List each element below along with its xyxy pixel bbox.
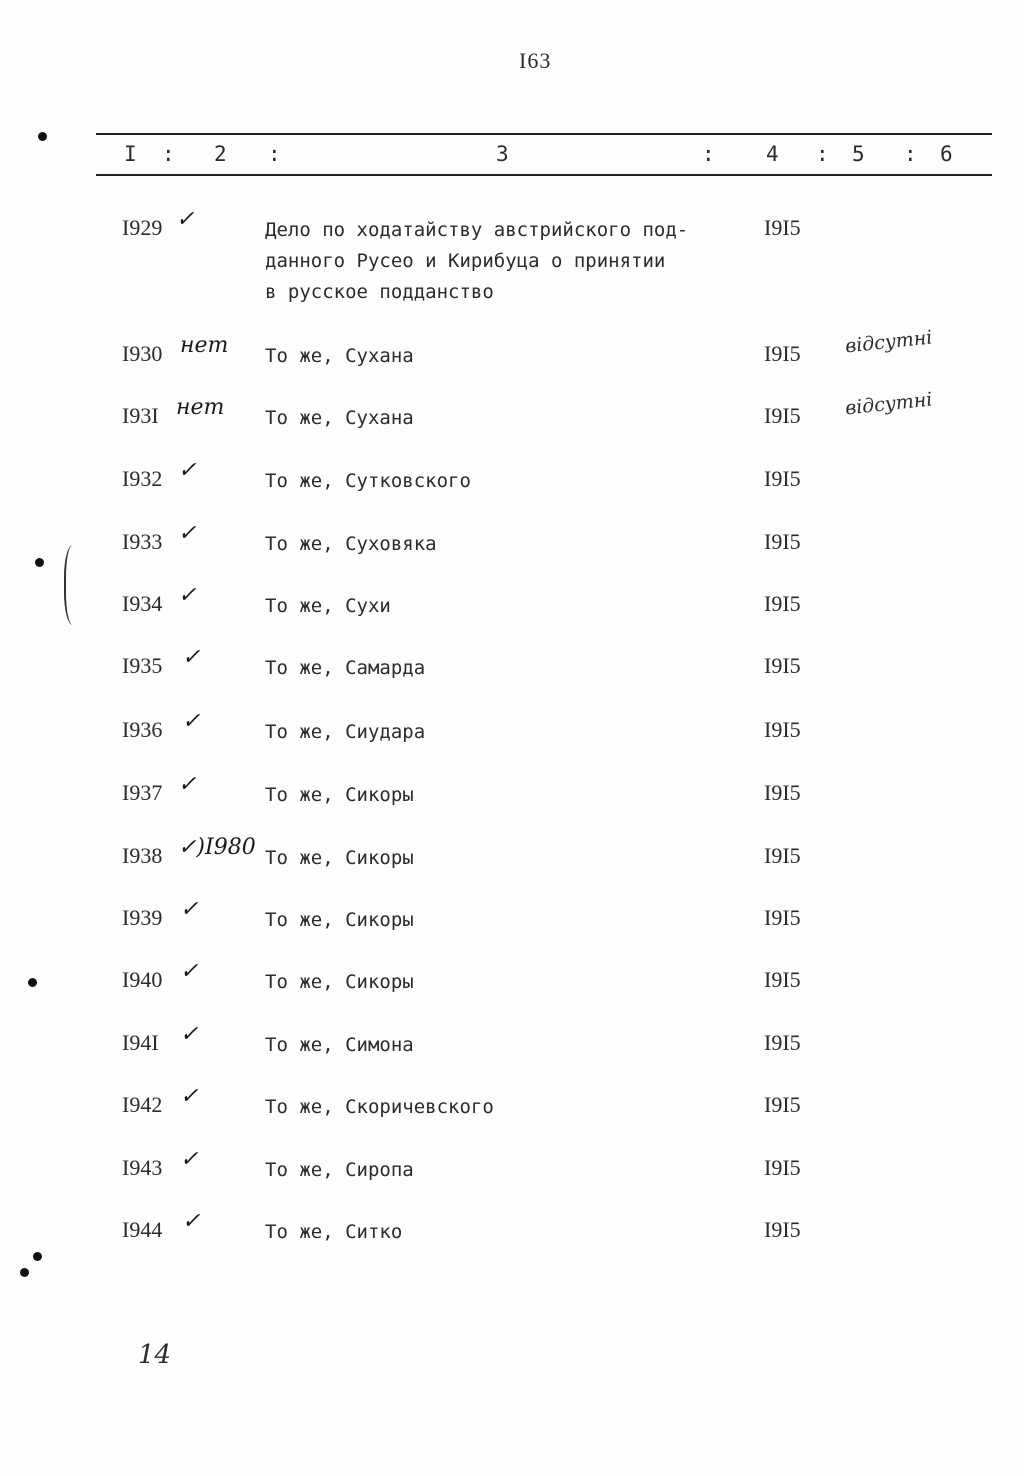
case-year: I9I5 bbox=[764, 591, 801, 616]
header-col-4: 4 bbox=[766, 142, 779, 166]
case-title: То же, Сухана bbox=[265, 345, 414, 367]
case-title: То же, Симона bbox=[265, 1034, 414, 1056]
case-number: I932 bbox=[122, 466, 163, 491]
case-number: I930 bbox=[122, 341, 163, 366]
margin-pencil-stroke bbox=[64, 545, 86, 625]
handwritten-note: відсутні bbox=[844, 388, 934, 420]
table-row bbox=[0, 583, 1024, 631]
case-number: I942 bbox=[122, 1092, 163, 1117]
case-year: I9I5 bbox=[764, 905, 801, 930]
header-col-5: 5 bbox=[852, 142, 865, 166]
table-row bbox=[0, 207, 1024, 303]
table-row bbox=[0, 326, 1024, 381]
table-row bbox=[0, 1022, 1024, 1070]
handwritten-folio-mark: 14 bbox=[138, 1340, 172, 1370]
case-title: То же, Сухи bbox=[265, 595, 391, 617]
check-mark-icon: ✓ bbox=[180, 897, 199, 922]
table-row bbox=[0, 458, 1024, 506]
check-mark-icon: ✓ bbox=[180, 959, 199, 984]
case-number: I934 bbox=[122, 591, 163, 616]
table-row bbox=[0, 1147, 1024, 1195]
table-row bbox=[0, 1084, 1024, 1132]
case-number: I939 bbox=[122, 905, 163, 930]
punch-hole-icon bbox=[35, 558, 44, 567]
case-year: I9I5 bbox=[764, 1092, 801, 1117]
case-year: I9I5 bbox=[764, 653, 801, 678]
check-mark-icon: ✓ bbox=[178, 458, 197, 483]
case-year: I9I5 bbox=[764, 1030, 801, 1055]
case-title: То же, Сикоры bbox=[265, 784, 414, 806]
table-row bbox=[0, 959, 1024, 1007]
case-number: I937 bbox=[122, 780, 163, 805]
case-number: I933 bbox=[122, 529, 163, 554]
case-year: I9I5 bbox=[764, 341, 801, 366]
case-title: То же, Самарда bbox=[265, 657, 426, 679]
case-year: I9I5 bbox=[764, 529, 801, 554]
header-separator: : bbox=[904, 142, 917, 166]
check-mark-icon: ✓ bbox=[178, 521, 197, 546]
punch-hole-icon bbox=[28, 978, 37, 987]
table-row bbox=[0, 645, 1024, 693]
header-separator: : bbox=[702, 142, 715, 166]
case-title: То же, Сутковского bbox=[265, 470, 471, 492]
case-year: I9I5 bbox=[764, 1155, 801, 1180]
case-year: I9I5 bbox=[764, 780, 801, 805]
punch-hole-icon bbox=[20, 1268, 29, 1277]
table-row bbox=[0, 897, 1024, 945]
check-mark-icon: ✓ bbox=[178, 772, 197, 797]
check-mark-icon: ✓ bbox=[182, 709, 201, 734]
absent-mark: нет bbox=[176, 395, 225, 420]
header-separator: : bbox=[268, 142, 281, 166]
header-separator: : bbox=[816, 142, 829, 166]
header-rule-top bbox=[96, 133, 992, 135]
case-title: То же, Сухана bbox=[265, 407, 414, 429]
handwritten-note: відсутні bbox=[844, 326, 934, 358]
case-number: I944 bbox=[122, 1217, 163, 1242]
case-year: I9I5 bbox=[764, 967, 801, 992]
case-number: I943 bbox=[122, 1155, 163, 1180]
case-title: То же, Суховяка bbox=[265, 533, 437, 555]
case-number: I935 bbox=[122, 653, 163, 678]
check-mark-icon: ✓ bbox=[180, 1022, 199, 1047]
table-row bbox=[0, 709, 1024, 757]
case-year: I9I5 bbox=[764, 717, 801, 742]
header-col-2: 2 bbox=[214, 142, 227, 166]
header-rule-bottom bbox=[96, 174, 992, 176]
check-mark-icon: ✓ bbox=[176, 207, 195, 232]
case-number: I93I bbox=[122, 403, 159, 428]
case-year: I9I5 bbox=[764, 843, 801, 868]
case-title: Дело по ходатайству австрийского под- данного Русео и Кирибуца о принятии в русское подданство bbox=[265, 219, 689, 303]
case-title: То же, Сикоры bbox=[265, 971, 414, 993]
absent-mark: нет bbox=[180, 333, 229, 358]
check-mark-icon: ✓ bbox=[182, 645, 201, 670]
case-number: I940 bbox=[122, 967, 163, 992]
case-title: То же, Сиропа bbox=[265, 1159, 414, 1181]
case-number: I929 bbox=[122, 215, 163, 240]
case-number: I936 bbox=[122, 717, 163, 742]
case-year: I9I5 bbox=[764, 1217, 801, 1242]
table-row bbox=[0, 521, 1024, 569]
header-col-6: 6 bbox=[940, 142, 953, 166]
check-mark-icon: ✓ bbox=[180, 1147, 199, 1172]
header-separator: : bbox=[162, 142, 175, 166]
table-row bbox=[0, 388, 1024, 443]
case-title: То же, Сиудара bbox=[265, 721, 426, 743]
check-mark-icon: ✓ bbox=[180, 1084, 199, 1109]
case-number: I94I bbox=[122, 1030, 159, 1055]
table-row bbox=[0, 772, 1024, 820]
case-year: I9I5 bbox=[764, 215, 801, 240]
case-year: I9I5 bbox=[764, 403, 801, 428]
punch-hole-icon bbox=[38, 132, 47, 141]
case-number: I938 bbox=[122, 843, 163, 868]
case-title: То же, Сикоры bbox=[265, 909, 414, 931]
case-title: То же, Ситко bbox=[265, 1221, 403, 1243]
table-row bbox=[0, 1209, 1024, 1257]
table-row bbox=[0, 835, 1024, 883]
page-number: I63 bbox=[519, 48, 552, 73]
case-year: I9I5 bbox=[764, 466, 801, 491]
check-mark-icon: ✓ bbox=[182, 1209, 201, 1234]
header-col-1: I bbox=[124, 142, 137, 166]
punch-hole-icon bbox=[33, 1252, 42, 1261]
case-title: То же, Скоричевского bbox=[265, 1096, 494, 1118]
check-mark-icon: ✓ bbox=[178, 583, 197, 608]
case-title: То же, Сикоры bbox=[265, 847, 414, 869]
check-mark-icon: ✓)I980 bbox=[178, 835, 256, 860]
header-col-3: 3 bbox=[496, 142, 509, 166]
